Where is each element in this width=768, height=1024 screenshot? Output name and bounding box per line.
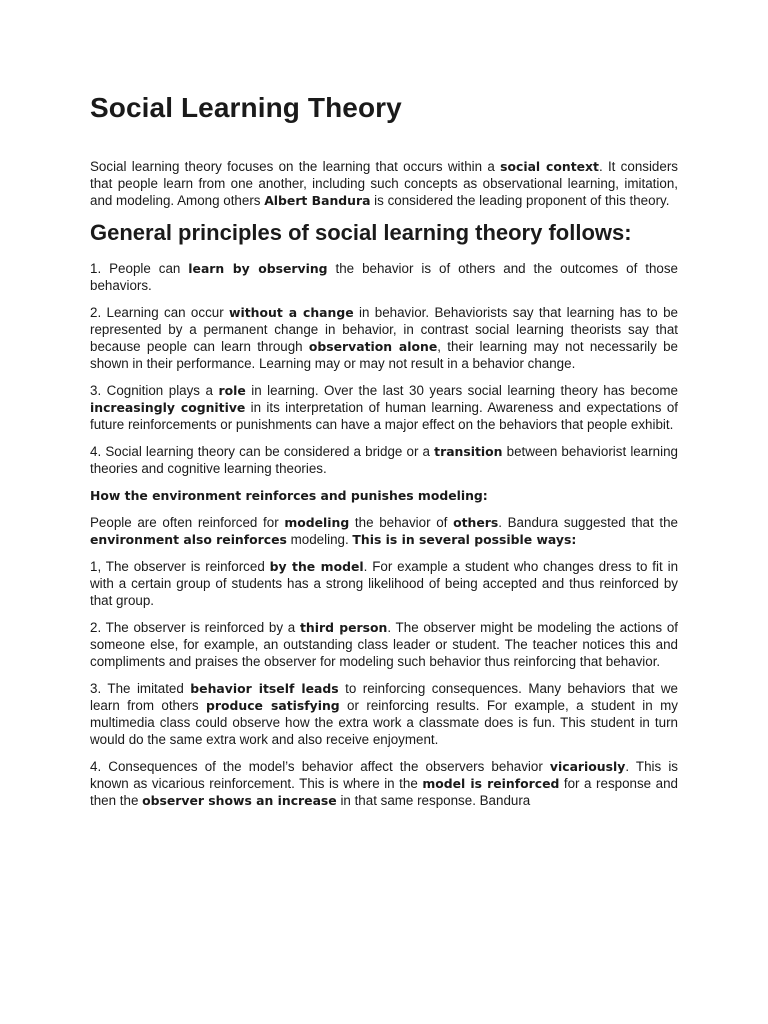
principle-4 — [90, 443, 678, 477]
environment-intro-bold-4: This is in several possible ways: — [352, 532, 577, 547]
way-4-bold-2: model is reinforced — [422, 776, 560, 791]
principle-2-text-3: , their learning may not necessarily be shown in their performance. Learning may or may not result in a behavior change. — [90, 339, 678, 371]
document-title: Social Learning Theory — [90, 92, 402, 123]
way-1-text-2: . For example a student who changes dress to fit in with a certain group of students has a strong likelihood of being accepted and thus reinforced by that group. — [90, 559, 679, 608]
way-4 — [90, 758, 678, 809]
way-1 — [90, 558, 678, 609]
way-3-text-1: 3. The imitated — [90, 681, 191, 696]
way-1-bold: by the model — [269, 559, 364, 574]
principle-4-bold: transition — [434, 444, 503, 459]
intro-text-3: is considered the leading proponent of this theory. — [370, 193, 670, 208]
environment-intro-bold-1: modeling — [284, 515, 350, 530]
principle-1 — [90, 260, 678, 294]
environment-intro-bold-3: environment also reinforces — [90, 532, 287, 547]
way-4-text-4: in that same response. Bandura — [336, 793, 531, 808]
principles-heading: General principles of social learning theory follows: — [90, 220, 632, 245]
environment-intro-text-2: the behavior of — [349, 515, 454, 530]
principle-3-text-2: in learning. Over the last 30 years social learning theory has become — [245, 383, 678, 398]
way-2-text-2: . The observer might be modeling the actions of someone else, for example, an outstanding class leader or student. The teacher notices this and compliments and praises the observer for modeling such behavior thus reinforcing that behavior. — [90, 620, 678, 669]
document-page — [90, 88, 678, 819]
principle-2-bold-2: observation alone — [308, 339, 438, 354]
way-3-bold-1: behavior itself leads — [190, 681, 339, 696]
way-3-text-2: to reinforcing consequences. Many behaviors that we learn from others — [90, 681, 678, 713]
way-2 — [90, 619, 678, 670]
intro-text-2: . It considers that people learn from one another, including such concepts as observational learning, imitation, and modeling. Among others — [90, 159, 678, 208]
way-2-bold: third person — [299, 620, 388, 635]
principle-3-text-1: 3. Cognition plays a — [90, 383, 219, 398]
way-3 — [90, 680, 678, 748]
principle-1-text-1: 1. People can — [90, 261, 189, 276]
intro-paragraph — [90, 158, 678, 209]
principle-2-bold-1: without a change — [229, 305, 354, 320]
principle-3-text-3: in its interpretation of human learning. Awareness and expectations of future reinforcements or punishments can have a major effect on the behaviors that people exhibit. — [90, 400, 678, 432]
way-4-bold-3: observer shows an increase — [142, 793, 337, 808]
environment-intro — [90, 514, 678, 548]
environment-intro-text-3: . Bandura suggested that the — [498, 515, 679, 530]
principle-1-bold: learn by observing — [188, 261, 328, 276]
principle-3-bold-1: role — [218, 383, 246, 398]
environment-subheading — [90, 487, 678, 504]
intro-bold-albert-bandura: Albert Bandura — [264, 193, 371, 208]
principle-3 — [90, 382, 678, 433]
way-3-bold-2: produce satisfying — [206, 698, 340, 713]
environment-intro-bold-2: others — [453, 515, 499, 530]
principle-2-text-2: in behavior. Behaviorists say that learning has to be represented by a permanent change in behavior, in contrast social learning theorists say that because people can learn through — [90, 305, 678, 354]
intro-text-1: Social learning theory focuses on the learning that occurs within a — [90, 159, 501, 174]
principle-3-bold-2: increasingly cognitive — [90, 400, 246, 415]
way-2-text-1: 2. The observer is reinforced by a — [90, 620, 300, 635]
way-4-text-3: for a response and then the — [90, 776, 678, 808]
environment-intro-text-4: modeling. — [286, 532, 353, 547]
environment-subheading-text: How the environment reinforces and punishes modeling: — [90, 488, 488, 503]
way-3-text-3: or reinforcing results. For example, a student in my multimedia class could observe how the extra work a classmate does is fun. This student in turn would do the same extra work and also receive enjoyment. — [90, 698, 678, 747]
principle-1-text-2: the behavior is of others and the outcomes of those behaviors. — [90, 261, 678, 293]
principle-4-text-2: between behaviorist learning theories and cognitive learning theories. — [90, 444, 678, 476]
principle-4-text-1: 4. Social learning theory can be considered a bridge or a — [90, 444, 435, 459]
way-4-bold-1: vicariously — [549, 759, 626, 774]
way-4-text-2: . This is known as vicarious reinforcement. This is where in the — [90, 759, 678, 791]
way-4-text-1: 4. Consequences of the model’s behavior affect the observers behavior — [90, 759, 550, 774]
way-1-text-1: 1, The observer is reinforced — [90, 559, 270, 574]
principle-2 — [90, 304, 678, 372]
intro-bold-social-context: social context — [500, 159, 599, 174]
environment-intro-text-1: People are often reinforced for — [90, 515, 285, 530]
principle-2-text-1: 2. Learning can occur — [90, 305, 230, 320]
